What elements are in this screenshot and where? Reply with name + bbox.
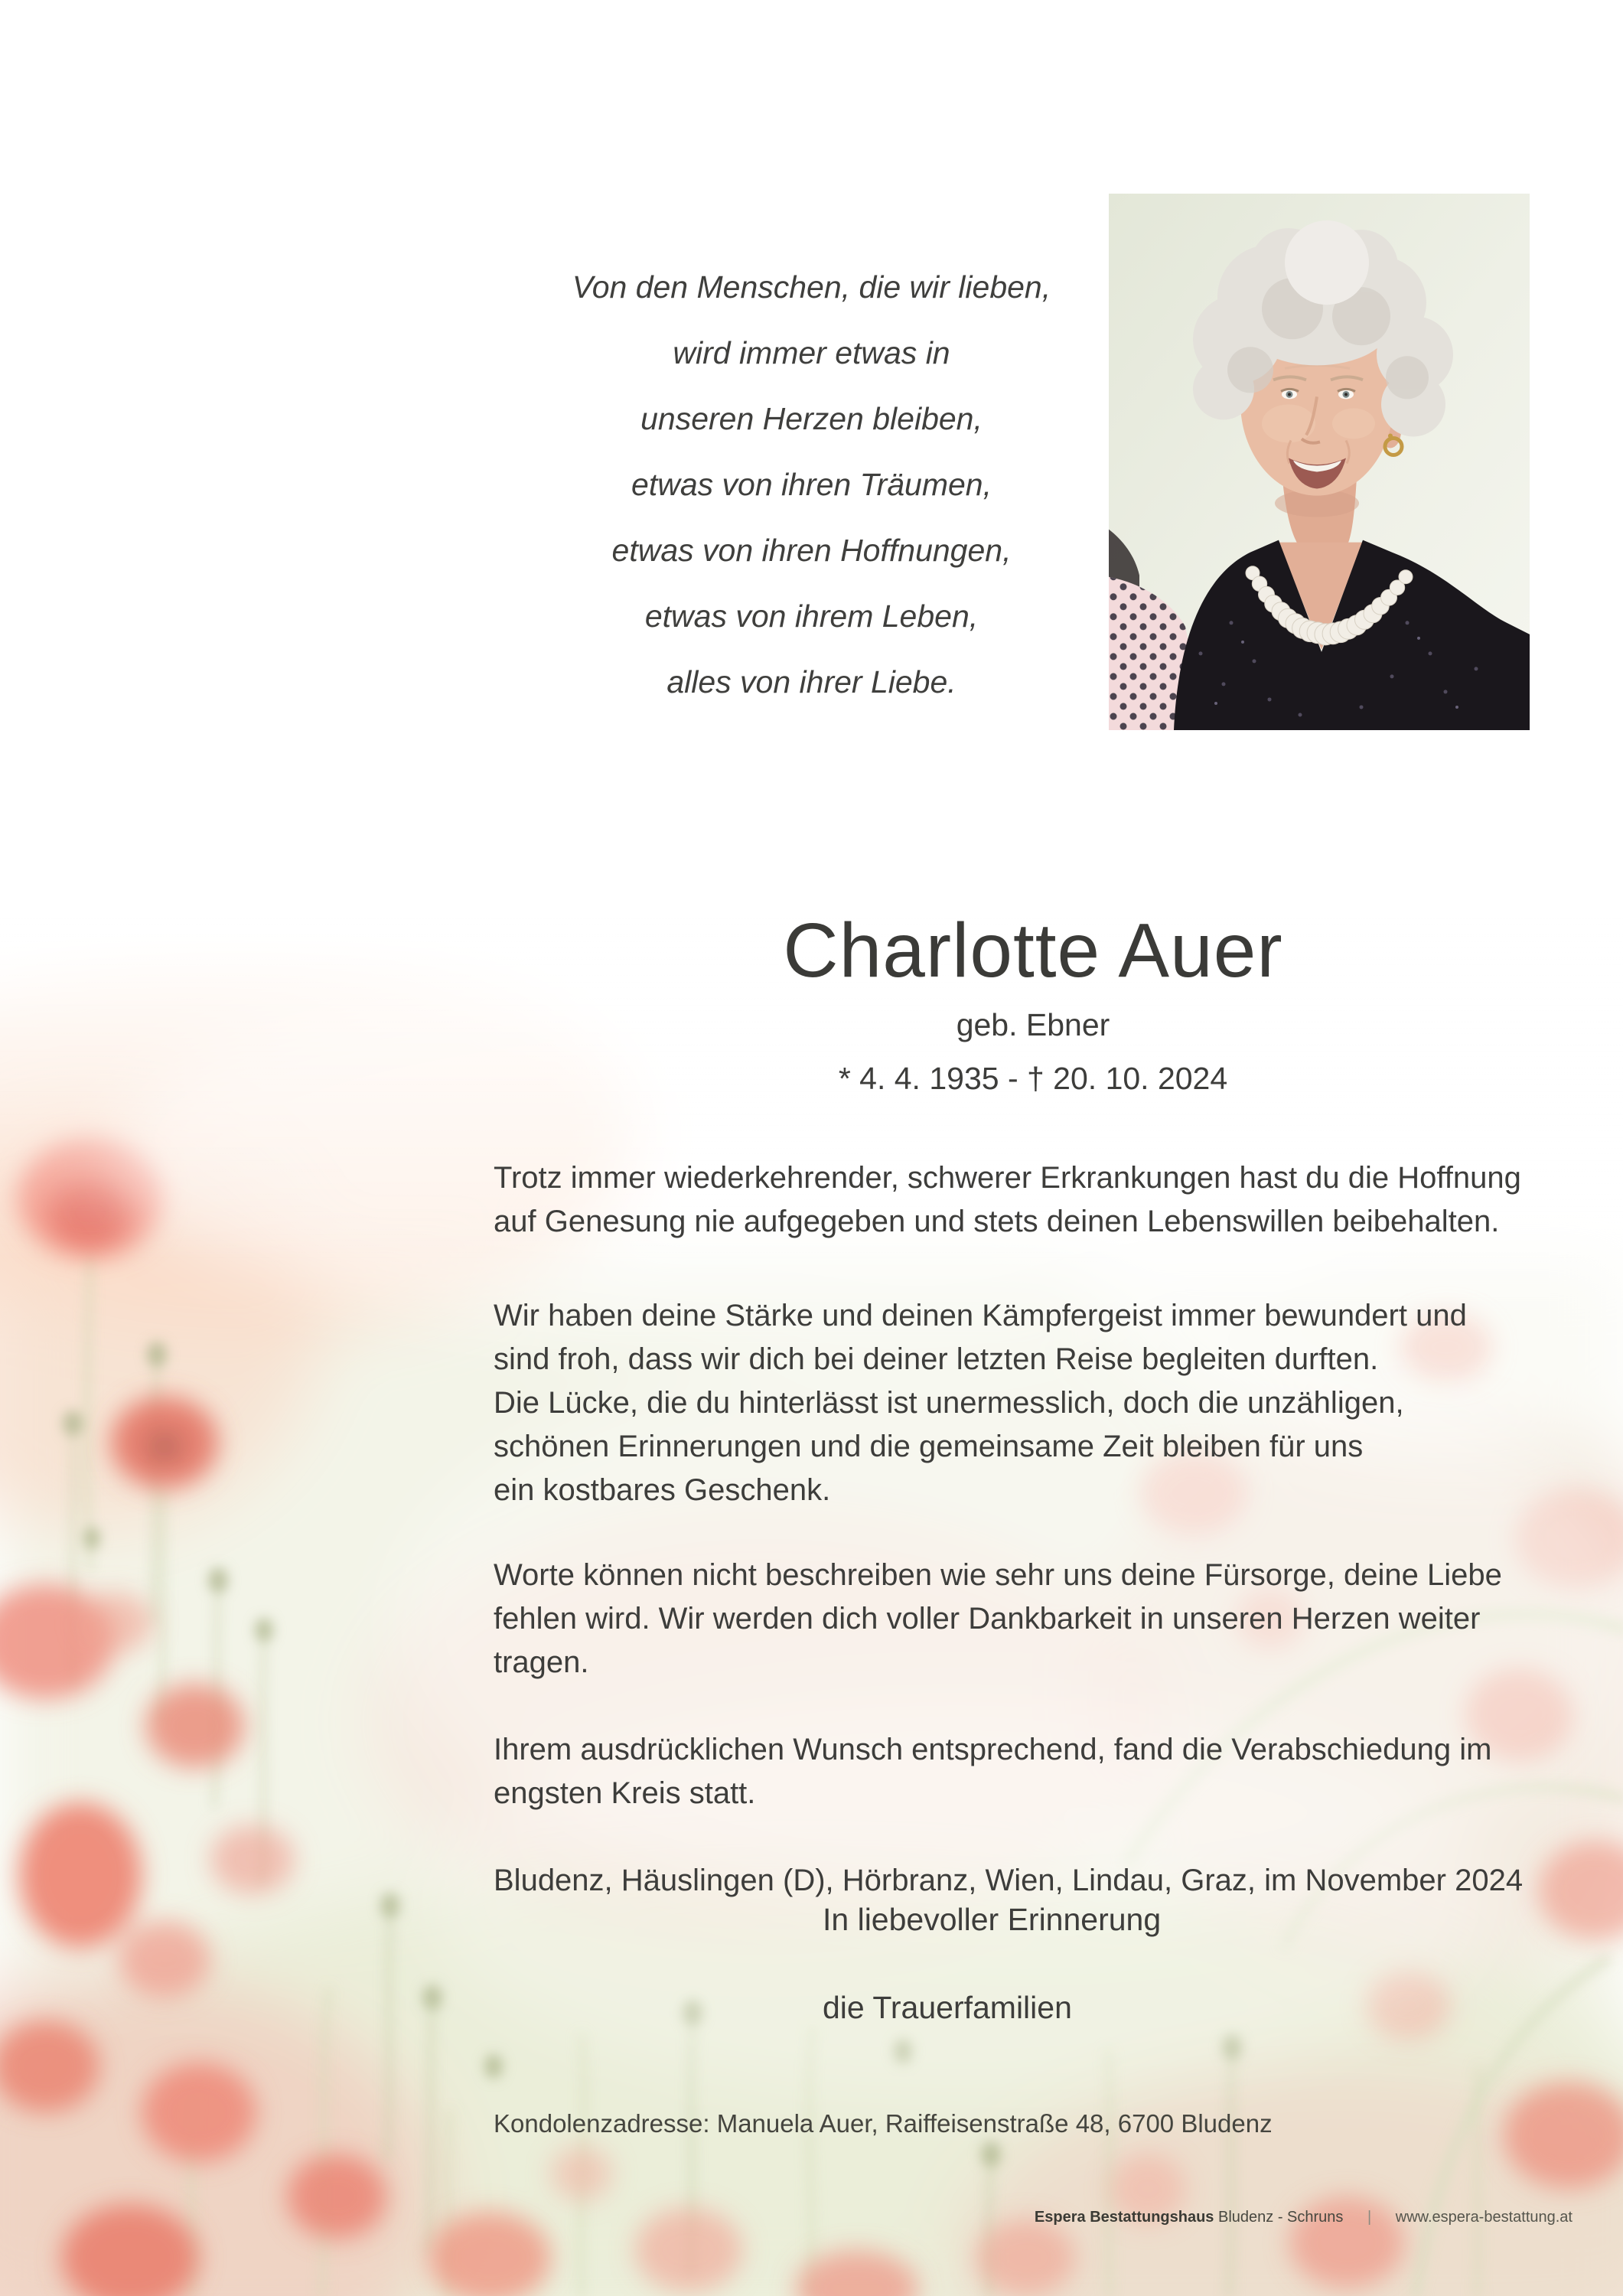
obituary-line: Worte können nicht beschreiben wie sehr uns deine Fürsorge, deine Liebe (494, 1558, 1502, 1592)
life-dates: * 4. 4. 1935 - † 20. 10. 2024 (838, 1061, 1228, 1096)
location-date-line: Bludenz, Häuslingen (D), Hörbranz, Wien, Lindau, Graz, im November 2024 (494, 1864, 1524, 1897)
obituary-line: Ihrem ausdrücklichen Wunsch entsprechend, fand die Verabschiedung im (494, 1733, 1492, 1766)
memorial-poem (0, 254, 1623, 715)
obituary-paragraph (494, 1728, 1580, 1815)
signature-line: die Trauerfamilien (823, 1990, 1072, 2025)
funeral-home-name: Espera Bestattungshaus (1034, 2209, 1214, 2226)
obituary-line: tragen. (494, 1645, 589, 1679)
obituary-line: ein kostbares Geschenk. (494, 1473, 831, 1507)
obituary-paragraph (494, 1554, 1580, 1684)
poem-line: unseren Herzen bleiben, (640, 401, 983, 436)
funeral-home-locations: Bludenz - Schruns (1218, 2209, 1344, 2226)
obituary-line: Trotz immer wiederkehrender, schwerer Erkrankungen hast du die Hoffnung (494, 1161, 1521, 1195)
funeral-home-footer (494, 2207, 1572, 2227)
obituary-paragraph (494, 1294, 1580, 1512)
poem-line: alles von ihrer Liebe. (666, 664, 957, 700)
obituary-paragraph (494, 1156, 1580, 1244)
poem-line: wird immer etwas in (673, 335, 950, 370)
condolence-address: Kondolenzadresse: Manuela Auer, Raiffeisenstraße 48, 6700 Bludenz (494, 2109, 1273, 2138)
poem-line: Von den Menschen, die wir lieben, (572, 269, 1051, 305)
footer-separator: | (1367, 2209, 1372, 2226)
obituary-line: sind froh, dass wir dich bei deiner letzten Reise begleiten durften. (494, 1342, 1379, 1376)
poem-line: etwas von ihren Hoffnungen, (611, 533, 1012, 568)
obituary-line: Die Lücke, die du hinterlässt ist unermesslich, doch die unzähligen, (494, 1386, 1404, 1420)
obituary-line: engsten Kreis statt. (494, 1776, 756, 1810)
obituary-line: fehlen wird. Wir werden dich voller Dankbarkeit in unseren Herzen weiter (494, 1602, 1481, 1636)
maiden-name: geb. Ebner (956, 1007, 1110, 1042)
remembrance-line: In liebevoller Erinnerung (823, 1902, 1162, 1937)
obituary-line: schönen Erinnerungen und die gemeinsame Zeit bleiben für uns (494, 1430, 1364, 1463)
obituary-line: auf Genesung nie aufgegeben und stets deinen Lebenswillen beibehalten. (494, 1205, 1500, 1238)
poem-line: etwas von ihrem Leben, (644, 598, 979, 634)
obituary-line: Wir haben deine Stärke und deinen Kämpfergeist immer bewundert und (494, 1299, 1467, 1332)
funeral-home-website: www.espera-bestattung.at (1395, 2209, 1572, 2226)
poem-line: etwas von ihren Träumen, (631, 467, 992, 502)
deceased-name: Charlotte Auer (783, 908, 1283, 993)
